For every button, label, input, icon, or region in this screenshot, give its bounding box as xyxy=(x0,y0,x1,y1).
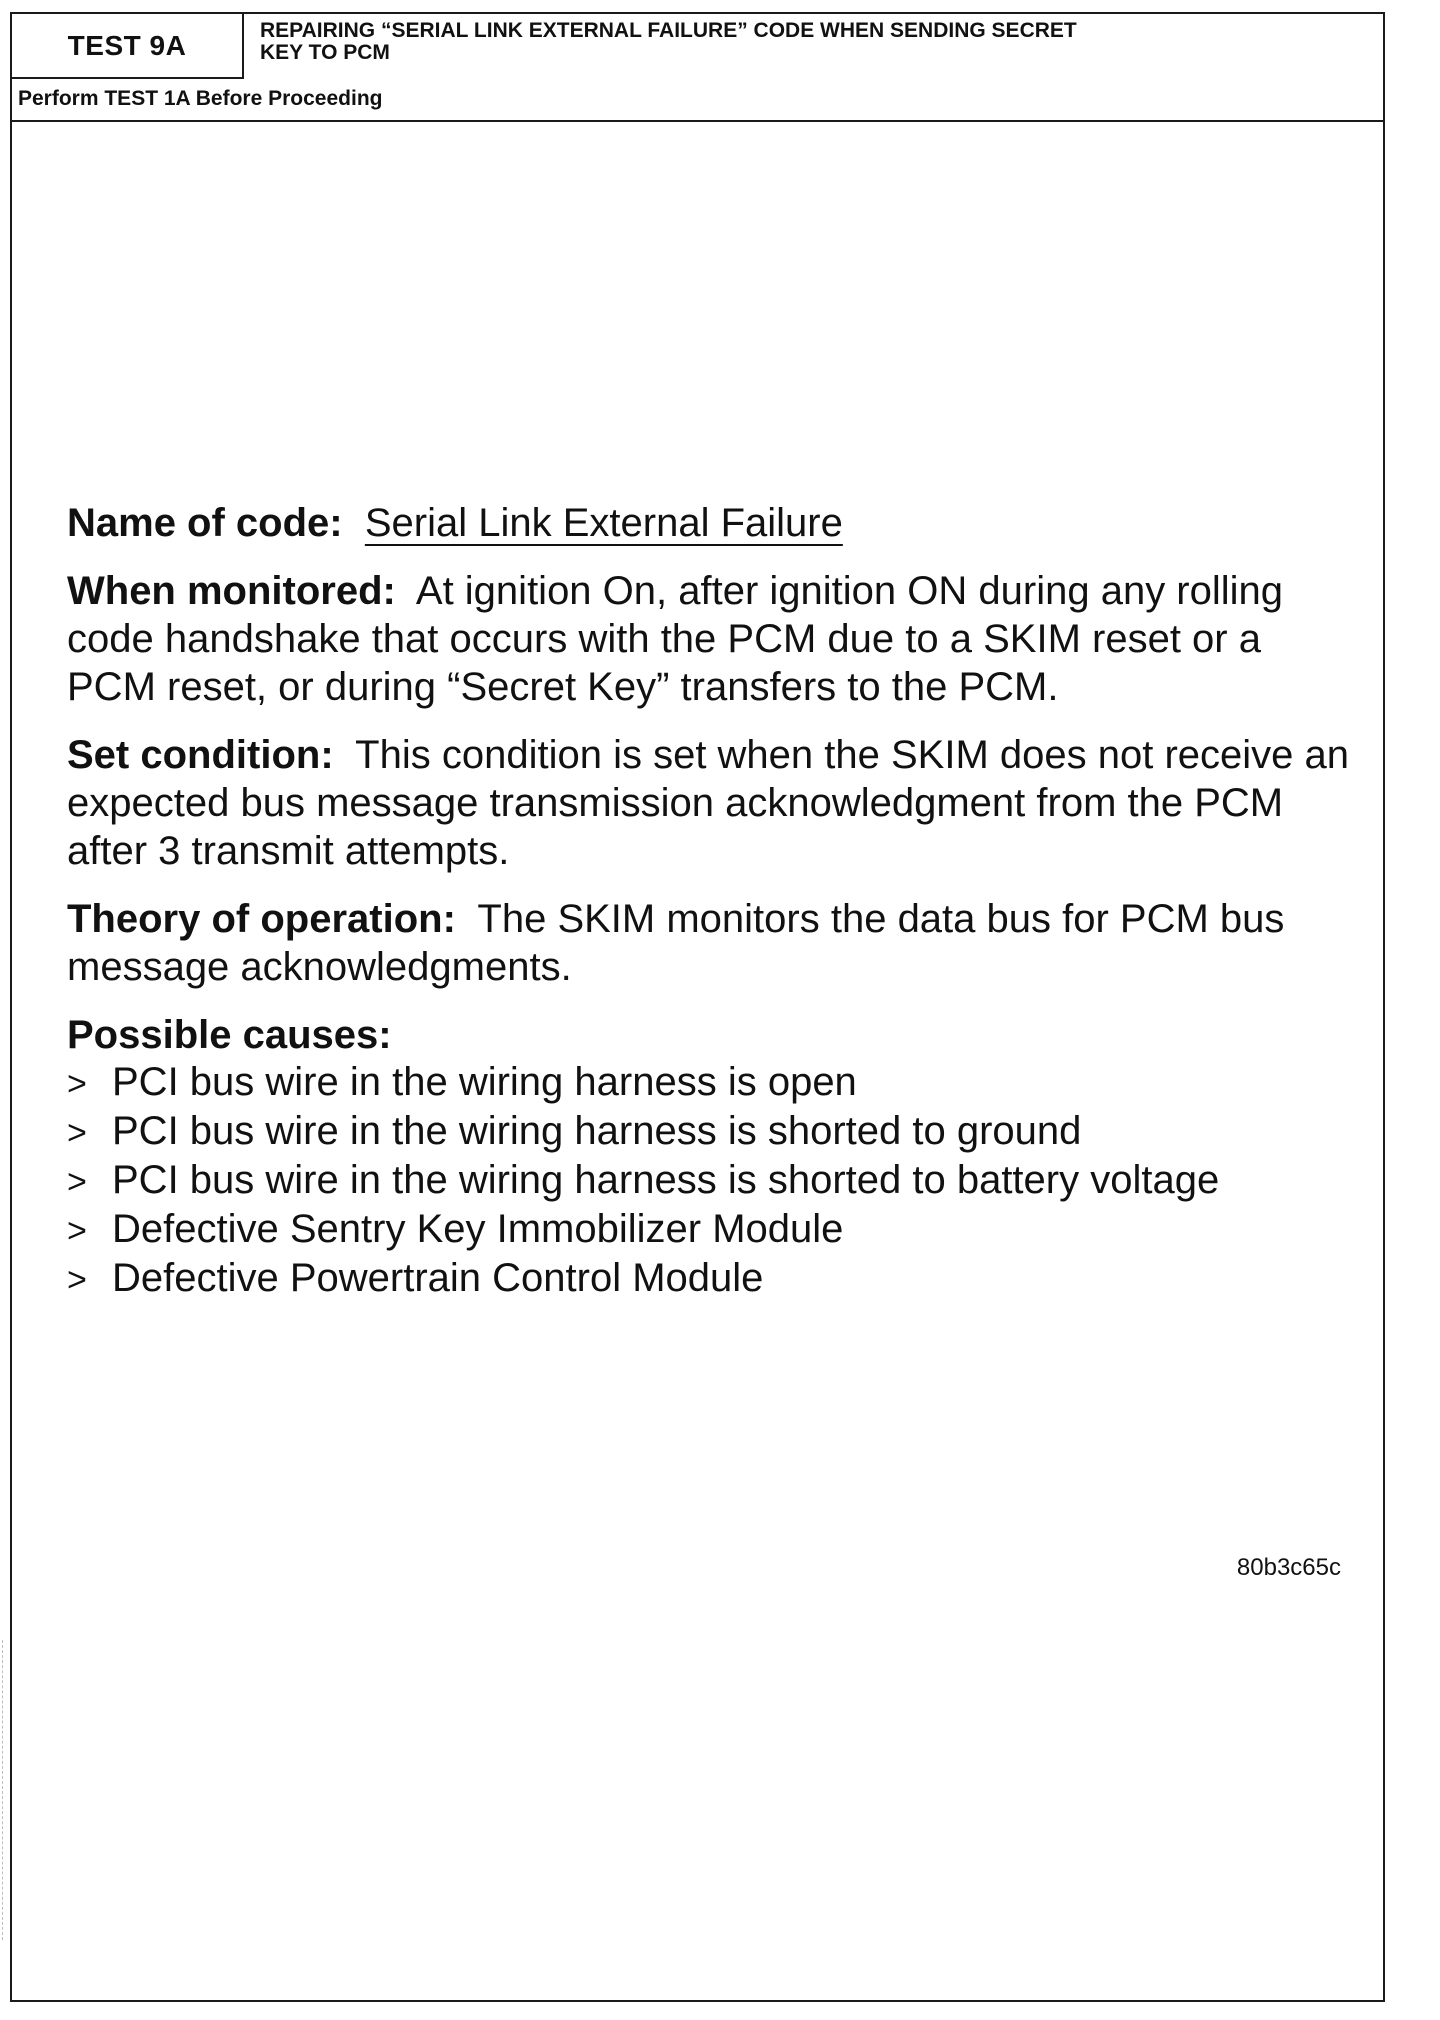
cause-text: Defective Sentry Key Immobilizer Module xyxy=(112,1207,844,1251)
cause-text: Defective Powertrain Control Module xyxy=(112,1256,764,1300)
theory-of-operation xyxy=(67,895,1357,991)
name-of-code-value: Serial Link External Failure xyxy=(364,501,843,545)
list-item xyxy=(67,1108,1357,1157)
document-id: 80b3c65c xyxy=(1236,1554,1341,1581)
cause-text: PCI bus wire in the wiring harness is open xyxy=(112,1060,857,1104)
list-item xyxy=(67,1255,1357,1304)
scan-margin-marks xyxy=(2,1640,7,1940)
set-condition-text: This condition is set when the SKIM does not receive an expected bus message transmission acknowledgment from the PCM after 3 transmit attempts. xyxy=(67,733,1350,873)
prerequisite-note: Perform TEST 1A Before Proceeding xyxy=(18,87,383,110)
set-condition-label: Set condition: xyxy=(67,733,334,777)
bullet-glyph: > xyxy=(67,1065,87,1103)
theory-text: The SKIM monitors the data bus for PCM bus message acknowledgments. xyxy=(67,897,1285,989)
when-monitored-label: When monitored: xyxy=(67,569,396,613)
when-monitored-text: At ignition On, after ignition ON during any rolling code handshake that occurs with the PCM due to a SKIM reset or a PCM reset, or during “Secret Key” transfers to the PCM. xyxy=(67,569,1284,709)
list-item xyxy=(67,1157,1357,1206)
test-id: TEST 9A xyxy=(12,14,244,79)
possible-causes-heading: Possible causes: xyxy=(67,1013,392,1057)
possible-causes-list xyxy=(67,1059,1357,1304)
code-description xyxy=(67,499,1357,1304)
cause-text: PCI bus wire in the wiring harness is shorted to ground xyxy=(112,1109,1082,1153)
bullet-glyph: > xyxy=(67,1261,87,1299)
list-item xyxy=(67,1059,1357,1108)
theory-label: Theory of operation: xyxy=(67,897,456,941)
test-header xyxy=(12,14,1383,122)
test-title: REPAIRING “SERIAL LINK EXTERNAL FAILURE” CODE WHEN SENDING SECRET KEY TO PCM xyxy=(260,19,1077,64)
name-of-code xyxy=(67,499,1357,547)
bullet-glyph: > xyxy=(67,1212,87,1250)
cause-text: PCI bus wire in the wiring harness is shorted to battery voltage xyxy=(112,1158,1220,1202)
set-condition xyxy=(67,731,1357,875)
bullet-glyph: > xyxy=(67,1163,87,1201)
list-item xyxy=(67,1206,1357,1255)
page-frame xyxy=(10,12,1385,2002)
bullet-glyph: > xyxy=(67,1114,87,1152)
when-monitored xyxy=(67,567,1357,711)
name-of-code-label: Name of code: xyxy=(67,501,343,545)
